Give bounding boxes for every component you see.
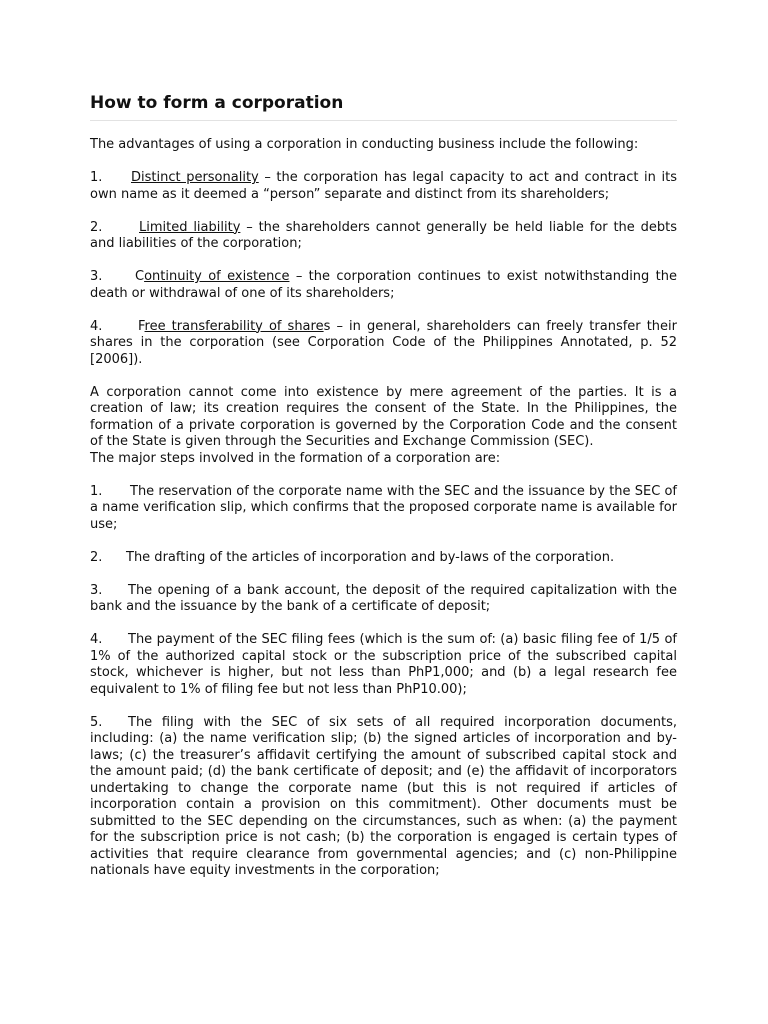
advantage-number: 2. bbox=[90, 219, 103, 235]
advantage-item bbox=[90, 170, 677, 203]
advantage-description: s – in general, shareholders can freely transfer their shares in the corporation (see Corporation Code of the Philippines Annotated, p. 52 [2006]). bbox=[90, 318, 678, 367]
advantage-item bbox=[90, 319, 677, 369]
step-number: 1. bbox=[90, 483, 103, 499]
step-item bbox=[90, 715, 677, 880]
advantage-item bbox=[90, 269, 677, 302]
advantage-description: – the shareholders cannot generally be held liable for the debts and liabilities of the corporation; bbox=[90, 219, 677, 251]
advantage-term-prefix: C bbox=[135, 269, 145, 284]
advantage-term: ree transferability of share bbox=[144, 318, 324, 334]
advantage-number: 3. bbox=[90, 269, 103, 284]
advantage-term: Distinct personality bbox=[131, 170, 259, 185]
step-text: The opening of a bank account, the deposit of the required capitalization with the bank and the issuance by the bank of a certificate of deposit; bbox=[90, 582, 677, 614]
advantage-number: 1. bbox=[90, 170, 103, 185]
step-text: The payment of the SEC filing fees (which is the sum of: (a) basic filing fee of 1/5 of 1% of the authorized capital stock or the subscription price of the subscribed capital stock, whichever is higher, but not less than PhP1,000; and (b) a legal research fee equivalent to 1% of filing fee but not less than PhP10.00); bbox=[90, 632, 677, 697]
creation-paragraph: A corporation cannot come into existence by mere agreement of the parties. It is a creation of law; its creation requires the consent of the State. In the Philippines, the formation of a private corporation is governed by the Corporation Code and the consent of the State is given through the Securities and Exchange Commission (SEC). bbox=[90, 384, 677, 449]
advantage-term: Limited liability bbox=[139, 219, 241, 235]
advantage-term: ontinuity of existence bbox=[144, 269, 290, 284]
step-number: 4. bbox=[90, 632, 103, 647]
document-page bbox=[90, 92, 677, 880]
step-item bbox=[90, 583, 677, 616]
page-title: How to form a corporation bbox=[90, 92, 677, 121]
step-text: The drafting of the articles of incorporation and by-laws of the corporation. bbox=[126, 549, 615, 565]
step-text: The filing with the SEC of six sets of all required incorporation documents, including: (a) the name verification slip; (b) the signed articles of incorporation and by-laws; (c) the treasurer’s affidavit certifying the amount of subscribed capital stock and the amount paid; (d) the bank certificate of deposit; and (e) the affidavit of incorporators undertaking to change the corporate name (but this is not required if articles of incorporation contain a provision on this commitment). Other documents must be submitted to the SEC depending on the circumstances, such as when: (a) the payment for the subscription price is not cash; (b) the corporation is engaged is certain types of activities that require clearance from governmental agencies; and (c) non-Philippine nationals have equity investments in the corporation; bbox=[90, 714, 677, 878]
step-item bbox=[90, 632, 677, 698]
advantage-term-prefix: F bbox=[138, 318, 145, 334]
intro-paragraph: The advantages of using a corporation in conducting business include the following: bbox=[90, 137, 639, 152]
step-text: The reservation of the corporate name with the SEC and the issuance by the SEC of a name verification slip, which confirms that the proposed corporate name is available for use; bbox=[90, 483, 677, 532]
step-number: 5. bbox=[90, 714, 103, 730]
step-number: 3. bbox=[90, 582, 103, 598]
step-item bbox=[90, 550, 677, 567]
advantage-number: 4. bbox=[90, 318, 103, 334]
step-number: 2. bbox=[90, 549, 103, 565]
advantage-description: – the corporation continues to exist notwithstanding the death or withdrawal of one of its shareholders; bbox=[90, 269, 678, 301]
advantage-item bbox=[90, 220, 677, 253]
step-item bbox=[90, 484, 677, 534]
advantage-description: – the corporation has legal capacity to act and contract in its own name as it deemed a “person” separate and distinct from its shareholders; bbox=[90, 170, 677, 202]
steps-intro: The major steps involved in the formation of a corporation are: bbox=[90, 450, 501, 466]
